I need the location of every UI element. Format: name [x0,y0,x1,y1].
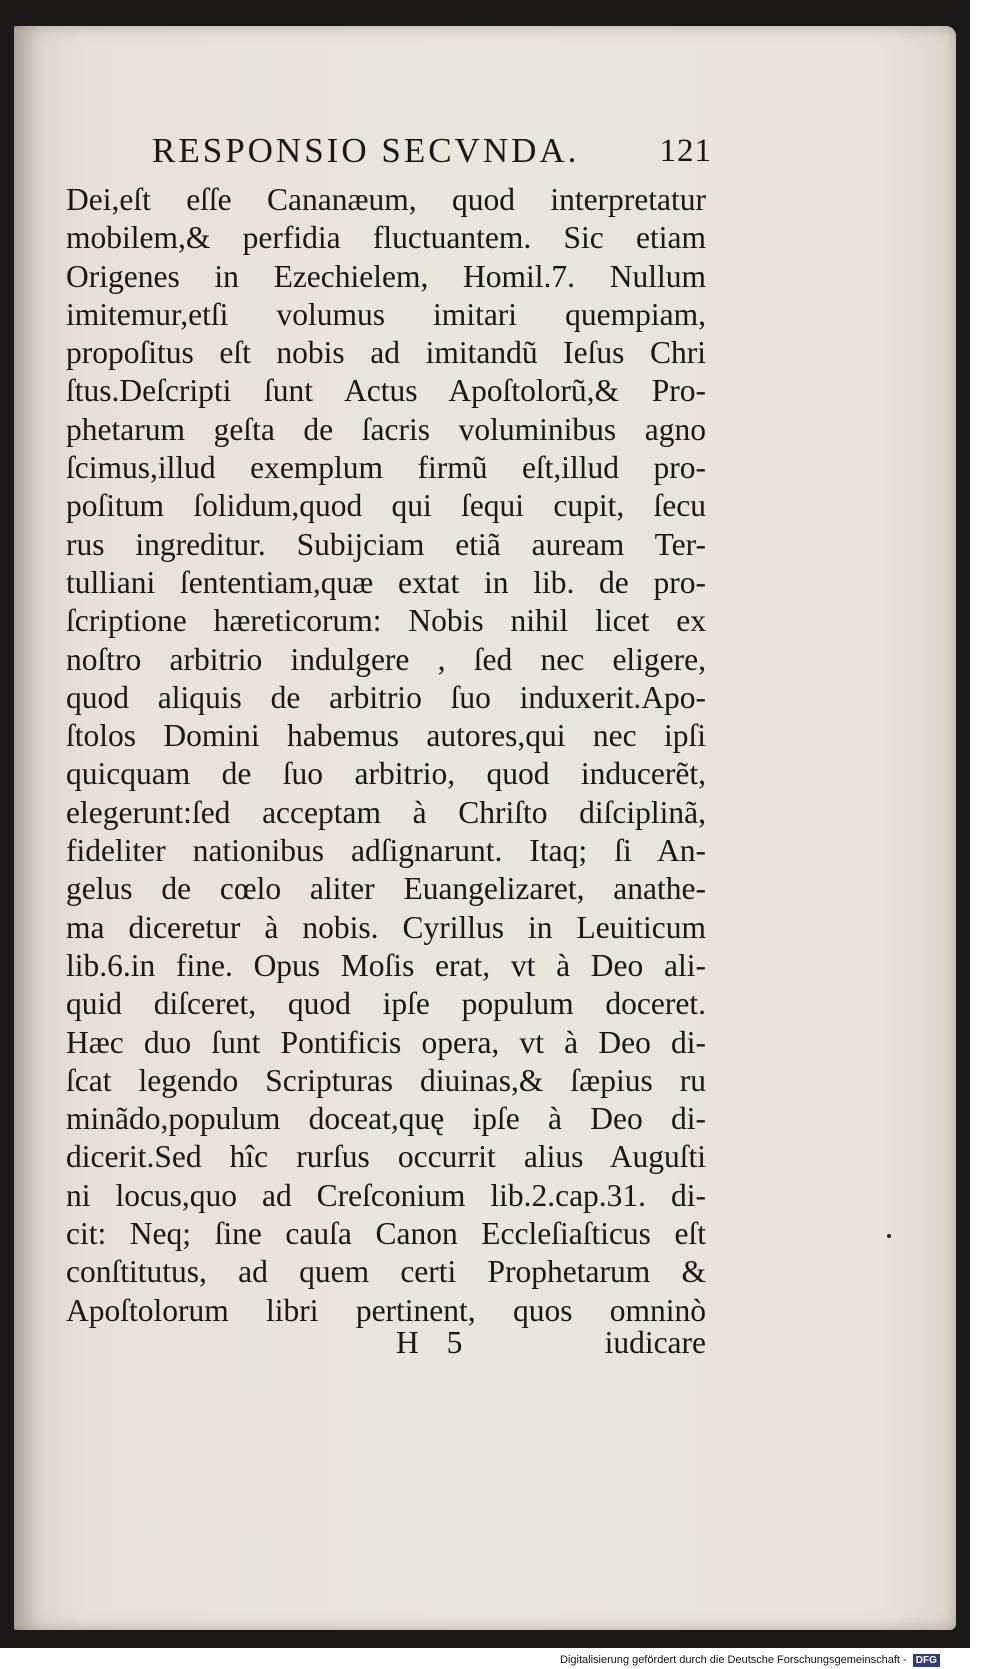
text-line: dicerit.Sed hîc rurſus occurrit alius Auguſti [66,1139,706,1175]
text-line: mobilem,& perfidia fluctuantem. Sic etiam [66,220,706,256]
text-line: minãdo,populum doceat,quę ipſe à Deo di- [66,1101,706,1137]
page-number: 121 [659,133,712,169]
text-line: Apoſtolorum libri pertinent, quos omninò [66,1292,706,1328]
text-line: ſcimus,illud exemplum firmũ eſt,illud pro- [66,450,706,486]
text-line: Dei,eſt eſſe Cananæum, quod interpretatur [66,182,706,217]
text-line: ſcat legendo Scripturas diuinas,& ſæpius ru [66,1062,706,1098]
catchword: iudicare [604,1325,706,1360]
text-line: lib.6.in fine. Opus Moſis erat, vt à Deo ali- [66,947,706,983]
signature-mark: H 5 [396,1325,473,1360]
book-page [14,26,956,1630]
text-line: quid diſceret, quod ipſe populum doceret. [66,986,706,1022]
credit-text: Digitalisierung gefördert durch die Deutsche Forschungsgemeinschaft - [560,1654,907,1666]
page-header [152,126,712,176]
text-line: poſitum ſolidum,quod qui ſequi cupit, ſecu [66,488,706,524]
text-line: Origenes in Ezechielem, Homil.7. Nullum [66,258,706,294]
text-line: Hæc duo ſunt Pontificis opera, vt à Deo di- [66,1024,706,1060]
text-line: ſtus.Deſcripti ſunt Actus Apoſtolorũ,& Pro- [66,373,706,409]
text-line: ma diceretur à nobis. Cyrillus in Leuiticum [66,909,706,945]
text-line: gelus de cœlo aliter Euangelizaret, anathe- [66,871,706,907]
text-line: ſtolos Domini habemus autores,qui nec ipſi [66,718,706,754]
text-line: conſtitutus, ad quem certi Prophetarum & [66,1254,706,1290]
dfg-logo-icon: DFG [913,1654,940,1667]
text-line: fideliter nationibus adſignarunt. Itaq; ſi An- [66,833,706,869]
text-line: quod aliquis de arbitrio ſuo induxerit.Apo- [66,679,706,715]
digitization-credit [560,1652,940,1669]
running-title: RESPONSIO SECVNDA. [152,131,580,170]
body-text [66,181,706,1330]
text-line: propoſitus eſt nobis ad imitandũ Ieſus Chri [66,335,706,371]
text-line: rus ingreditur. Subijciam etiã auream Ter- [66,526,706,562]
text-line: phetarum geſta de ſacris voluminibus agno [66,411,706,447]
text-line: noſtro arbitrio indulgere , ſed nec eligere, [66,641,706,677]
page-footer [66,1323,706,1363]
text-line: quicquam de ſuo arbitrio, quod inducerẽt, [66,756,706,792]
text-line: ni locus,quo ad Creſconium lib.2.cap.31. di- [66,1177,706,1213]
text-line: elegerunt:ſed acceptam à Chriſto diſciplinã, [66,794,706,830]
text-line: tulliani ſententiam,quæ extat in lib. de pro- [66,564,706,600]
text-line: imitemur,etſi volumus imitari quempiam, [66,296,706,332]
ink-speck [887,1234,891,1238]
text-line: cit: Neq; ſine cauſa Canon Eccleſiaſticus eſt [66,1216,706,1252]
text-line: ſcriptione hæreticorum: Nobis nihil licet ex [66,603,706,639]
